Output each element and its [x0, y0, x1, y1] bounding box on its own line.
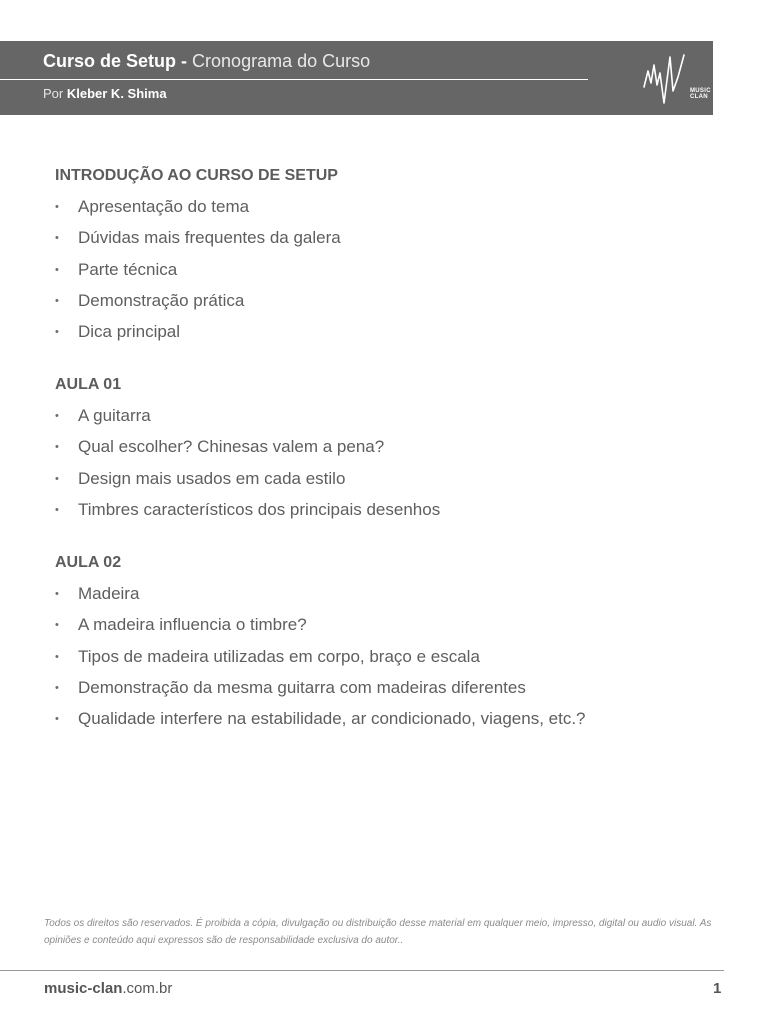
- logo-text-music: MUSIC: [690, 88, 711, 94]
- header-divider: [0, 79, 588, 80]
- section-intro: [55, 165, 735, 343]
- bullet-icon: •: [55, 326, 59, 339]
- list-item: [55, 677, 735, 699]
- list-item: [55, 499, 735, 521]
- bullet-icon: •: [55, 619, 59, 632]
- list-item: [55, 227, 735, 249]
- list-item: [55, 290, 735, 312]
- bullet-icon: •: [55, 713, 59, 726]
- list-item: [55, 196, 735, 218]
- list-item-text: Dúvidas mais frequentes da galera: [78, 228, 341, 248]
- copyright-disclaimer: Todos os direitos são reservados. É proibida a cópia, divulgação ou distribuição desse material em qualquer meio, impresso, digital ou audio visual. As opiniões e conteúdo aqui expressos são de responsabilidade exclusiva do autor..: [44, 918, 712, 946]
- bullet-icon: •: [55, 588, 59, 601]
- list-item-text: Tipos de madeira utilizadas em corpo, braço e escala: [78, 646, 480, 666]
- bullet-icon: •: [55, 650, 59, 663]
- bullet-icon: •: [55, 681, 59, 694]
- bullet-icon: •: [55, 294, 59, 307]
- list-item: [55, 646, 735, 668]
- bullet-icon: •: [55, 472, 59, 485]
- list-item: [55, 321, 735, 343]
- bullet-icon: •: [55, 504, 59, 517]
- footer-website[interactable]: [44, 980, 172, 997]
- bullet-icon: •: [55, 232, 59, 245]
- list-item-text: Qual escolher? Chinesas valem a pena?: [78, 437, 385, 457]
- topic-list: [55, 196, 735, 343]
- page-number: 1: [713, 980, 722, 997]
- list-item-text: A madeira influencia o timbre?: [78, 615, 307, 635]
- list-item-text: Design mais usados em cada estilo: [78, 468, 346, 488]
- document-title: [43, 51, 370, 72]
- section-title: AULA 02: [55, 554, 122, 572]
- topic-list: [55, 405, 735, 521]
- author-name: Kleber K. Shima: [66, 86, 167, 101]
- logo-text-clan: CLAN: [690, 94, 708, 100]
- author-prefix: Por: [43, 86, 64, 101]
- title-separator: -: [181, 51, 188, 71]
- list-item-text: Madeira: [78, 584, 140, 604]
- list-item-text: Timbres característicos dos principais desenhos: [78, 500, 441, 520]
- bullet-icon: •: [55, 410, 59, 423]
- list-item: [55, 583, 735, 605]
- section-aula-02: [55, 552, 735, 730]
- list-item-text: Demonstração prática: [78, 290, 245, 310]
- header-banner: [0, 41, 713, 115]
- bullet-icon: •: [55, 263, 59, 276]
- list-item-text: Demonstração da mesma guitarra com madeiras diferentes: [78, 677, 526, 697]
- music-clan-logo: [640, 47, 711, 109]
- section-title: AULA 01: [55, 376, 122, 394]
- bullet-icon: •: [55, 201, 59, 213]
- course-title: Curso de Setup: [43, 51, 177, 71]
- list-item: [55, 614, 735, 636]
- bullet-icon: •: [55, 441, 59, 454]
- list-item-text: Apresentação do tema: [78, 197, 250, 216]
- site-domain: .com.br: [122, 980, 173, 997]
- footer-divider: [0, 970, 724, 971]
- list-item-text: Dica principal: [78, 322, 181, 342]
- list-item: [55, 468, 735, 490]
- list-item-text: Parte técnica: [78, 259, 178, 279]
- list-item-text: Qualidade interfere na estabilidade, ar condicionado, viagens, etc.?: [78, 709, 586, 729]
- section-title: INTRODUÇÃO AO CURSO DE SETUP: [55, 167, 338, 184]
- section-aula-01: [55, 374, 735, 521]
- list-item-text: A guitarra: [78, 406, 151, 426]
- site-brand: music-clan: [44, 980, 123, 997]
- syllabus-content: [55, 165, 735, 761]
- list-item: [55, 708, 735, 730]
- list-item: [55, 436, 735, 458]
- logo-wordmark: [690, 88, 711, 100]
- author-line: [43, 86, 167, 101]
- document-subtitle: Cronograma do Curso: [192, 51, 371, 71]
- list-item: [55, 259, 735, 281]
- list-item: [55, 405, 735, 427]
- topic-list: [55, 583, 735, 730]
